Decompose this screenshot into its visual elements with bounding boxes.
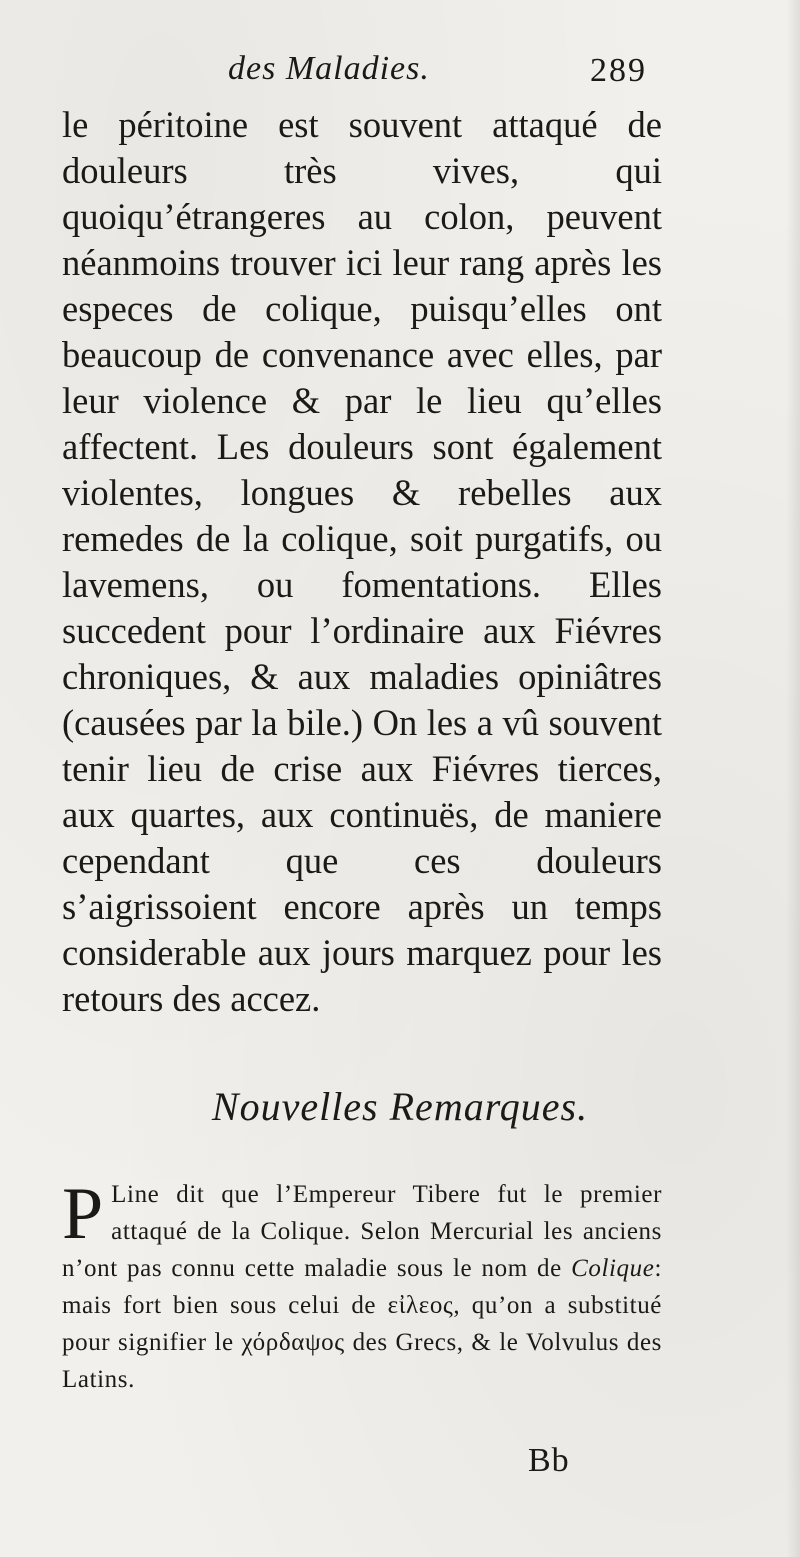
remark-italic-term: Colique	[571, 1255, 655, 1282]
page-edge-shadow	[786, 0, 800, 1557]
section-heading: Nouvelles Remarques.	[211, 1084, 589, 1129]
running-head	[0, 48, 800, 108]
remark-text-part2: : mais fort bien sous celui de εἰλεος, qu’on a substitué pour signifier le χόρδαψος des Grecs, & le Volvulus des Latins.	[62, 1255, 662, 1393]
drop-cap: P	[62, 1173, 104, 1255]
catchword: Bb	[528, 1442, 570, 1479]
page-number: 289	[590, 52, 647, 89]
remark-text	[62, 1173, 662, 1398]
remark-text-part1: Line dit que l’Empereur Tibere fut le premier attaqué de la Colique. Selon Mercurial les anciens n’ont pas connu cette maladie sous le nom de	[62, 1181, 662, 1282]
running-title: des Maladies.	[228, 50, 430, 87]
remark-paragraph	[62, 1173, 662, 1398]
body-paragraph: le péritoine est souvent attaqué de douleurs très vives, qui quoiqu’étrangeres au colon, peuvent néanmoins trouver ici leur rang après les especes de colique, puisqu’elles ont beaucoup de convenance avec elles, par leur violence & par le lieu qu’elles affectent. Les douleurs sont également violentes, longues & rebelles aux remedes de la colique, soit purgatifs, ou lavemens, ou fomentations. Elles succedent pour l’ordinaire aux Fiévres chroniques, & aux maladies opiniâtres (causées par la bile.) On les a vû souvent tenir lieu de crise aux Fiévres tierces, aux quartes, aux continuës, de maniere cependant que ces douleurs s’aigrissoient encore après un temps considerable aux jours marquez pour les retours des accez.	[62, 104, 662, 1019]
